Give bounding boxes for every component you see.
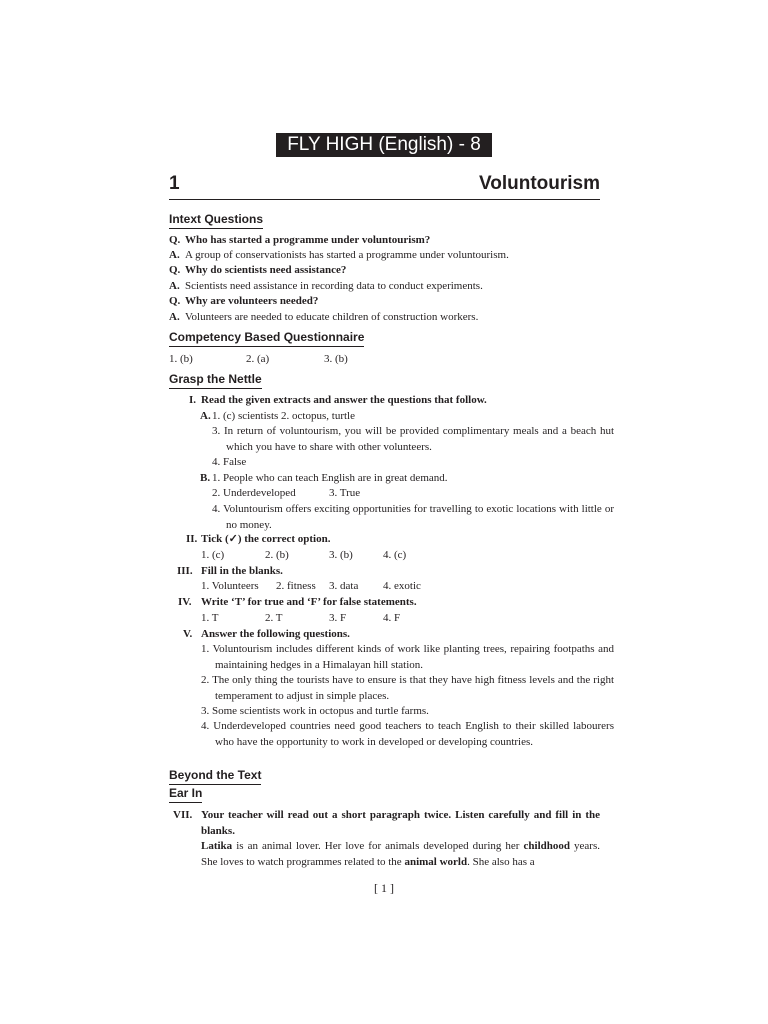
answer-paragraph: 2. The only thing the tourists have to ensure is that they have high fitness levels and the right temperament to adjust in simple places.: [201, 674, 614, 702]
listening-paragraph: Latika is an animal lover. Her love for animals developed during her childhood years. She loves to watch programmes related to the animal world. She also has a: [201, 840, 600, 868]
answer-cell: 1. Volunteers: [201, 580, 259, 592]
exercise-number: III.: [177, 565, 193, 577]
section-heading-ear-in: Ear In: [169, 786, 202, 803]
answer-cell: 4. F: [383, 612, 401, 624]
answer-cell: 3. F: [329, 612, 347, 624]
answer-cell: 1. T: [201, 612, 219, 624]
answer-cell: 1. (b): [169, 353, 193, 365]
exercise-number: I.: [189, 394, 197, 406]
checkmark-icon: ✓: [228, 533, 238, 545]
answer-paragraph: 1. Voluntourism includes different kinds of work like planting trees, repairing footpaths and maintaining hedges in a Himalayan hill station.: [201, 643, 614, 671]
qa-line: Q. Why are volunteers needed?: [169, 295, 319, 307]
answer-paragraph: 3. In return of voluntourism, you will be provided complimentary meals and a beach hut which you have to share with other volunteers.: [212, 425, 614, 453]
exercise-title: Read the given extracts and answer the questions that follow.: [201, 394, 487, 406]
exercise-number: II.: [186, 533, 198, 545]
qa-line: Q. Why do scientists need assistance?: [169, 264, 347, 276]
exercise-title: Fill in the blanks.: [201, 565, 283, 577]
answer-line: 2. Underdeveloped: [212, 487, 296, 499]
qa-line: A. Volunteers are needed to educate children of construction workers.: [169, 311, 479, 323]
answer-cell: 2. T: [265, 612, 283, 624]
answer-line: 3. Some scientists work in octopus and turtle farms.: [201, 705, 429, 717]
section-heading-competency: Competency Based Questionnaire: [169, 330, 364, 347]
answer-cell: 3. data: [329, 580, 359, 592]
answer-cell: 2. (b): [265, 549, 289, 561]
answer-line: 1. (c) scientists 2. octopus, turtle: [212, 410, 355, 422]
chapter-heading: [169, 171, 600, 200]
section-heading-grasp: Grasp the Nettle: [169, 372, 262, 389]
qa-line: A. Scientists need assistance in recording data to conduct experiments.: [169, 280, 483, 292]
section-heading-beyond: Beyond the Text: [169, 768, 261, 785]
exercise-number: IV.: [178, 596, 192, 608]
book-title-banner: FLY HIGH (English) - 8: [276, 133, 492, 157]
chapter-title: Voluntourism: [478, 173, 600, 194]
exercise-title: Answer the following questions.: [201, 628, 350, 640]
exercise-number: VII.: [173, 809, 193, 821]
qa-line: A. A group of conservationists has started a programme under voluntourism.: [169, 249, 509, 261]
answer-cell: 2. fitness: [276, 580, 316, 592]
answer-cell: 1. (c): [201, 549, 225, 561]
answer-line: 3. True: [329, 487, 361, 499]
exercise-title: Your teacher will read out a short paragraph twice. Listen carefully and fill in the blanks.: [201, 809, 600, 837]
answer-cell: 2. (a): [246, 353, 270, 365]
sub-label: B.: [200, 472, 211, 484]
answer-line: 1. People who can teach English are in great demand.: [212, 472, 448, 484]
chapter-number: 1: [169, 173, 180, 194]
exercise-title: Write ‘T’ for true and ‘F’ for false statements.: [201, 596, 417, 608]
answer-paragraph: 4. Underdeveloped countries need good teachers to teach English to their skilled labourers who have the opportunity to work in developed or developing countries.: [201, 720, 614, 748]
section-heading-intext: Intext Questions: [169, 212, 263, 229]
sub-label: A.: [200, 410, 211, 422]
answer-cell: 3. (b): [324, 353, 348, 365]
answer-cell: 4. (c): [383, 549, 407, 561]
answer-paragraph: 4. Voluntourism offers exciting opportunities for travelling to exotic locations with little or no money.: [212, 503, 614, 531]
answer-cell: 3. (b): [329, 549, 353, 561]
exercise-title: Tick (✓) the correct option.: [201, 533, 331, 545]
answer-line: 4. False: [212, 456, 247, 468]
exercise-number: V.: [183, 628, 193, 640]
page-number: [ 1 ]: [374, 881, 394, 895]
answer-cell: 4. exotic: [383, 580, 421, 592]
qa-line: Q. Who has started a programme under voluntourism?: [169, 234, 431, 246]
